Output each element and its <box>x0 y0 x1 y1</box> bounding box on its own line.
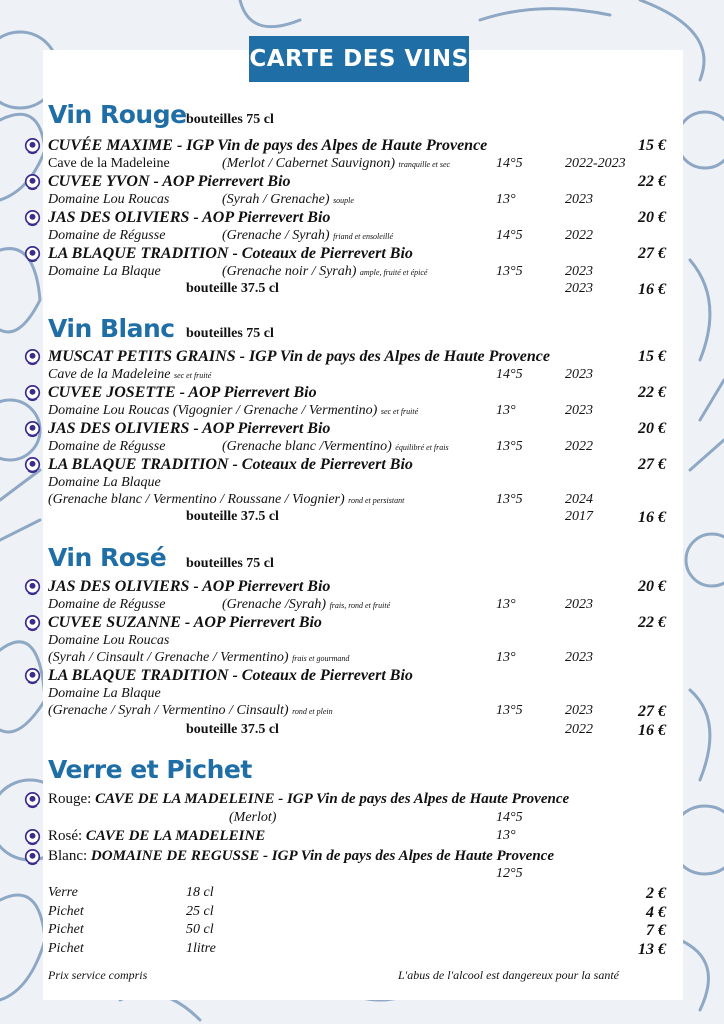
size-row <box>0 941 724 959</box>
wine-pin-icon <box>24 421 41 438</box>
half-bottle-price: 16 € <box>638 722 666 739</box>
size-row <box>0 922 724 940</box>
wine-grapes: (Syrah / Grenache) <box>222 192 330 207</box>
wine-price: 27 € <box>638 245 666 262</box>
wine-year: 2023 <box>565 703 593 718</box>
health-warning: L'abus de l'alcool est dangereux pour la santé <box>398 968 619 982</box>
wine-item <box>0 456 724 474</box>
half-bottle-year: 2022 <box>565 722 593 737</box>
pichet-degree: 14°5 <box>496 810 523 825</box>
wine-details <box>0 703 724 721</box>
wine-pin-icon <box>24 829 41 846</box>
wine-pin-icon <box>24 615 41 632</box>
wine-grapes: (Grenache blanc /Vermentino) <box>222 439 392 454</box>
wine-year: 2022 <box>565 439 593 454</box>
wine-grapes: (Grenache / Syrah / Vermentino / Cinsault) <box>48 703 289 718</box>
wine-producer: Domaine de Régusse <box>48 439 166 454</box>
size-row <box>0 904 724 922</box>
wine-degree: 13°5 <box>496 439 523 454</box>
half-bottle-label: bouteille 37.5 cl <box>186 281 279 296</box>
wine-details <box>0 650 724 668</box>
wine-grapes: (Syrah / Cinsault / Grenache / Vermentino) <box>48 650 289 665</box>
wine-description: sec et fruité <box>173 371 212 380</box>
pichet-degree: 13° <box>496 828 516 843</box>
wine-item <box>0 614 724 632</box>
wine-description: équilibré et frais <box>395 443 449 452</box>
size-volume: 25 cl <box>186 904 214 919</box>
pichet-wine-name: CAVE DE LA MADELEINE - IGP Vin de pays des Alpes de Haute Provence <box>95 791 570 807</box>
wine-name: MUSCAT PETITS GRAINS - IGP Vin de pays des Alpes de Haute Provence <box>48 348 550 365</box>
half-bottle-row <box>0 509 724 527</box>
wine-price: 22 € <box>638 614 666 631</box>
wine-pin-icon <box>24 792 41 809</box>
wine-name: CUVEE YVON - AOP Pierrevert Bio <box>48 173 291 190</box>
wine-description: frais et gourmand <box>292 654 350 663</box>
size-volume: 18 cl <box>186 885 214 900</box>
wine-producer: Domaine La Blaque <box>48 686 161 701</box>
wine-item <box>0 137 724 155</box>
wine-item <box>0 420 724 438</box>
wine-price: 20 € <box>638 578 666 595</box>
pichet-wine-name: DOMAINE DE REGUSSE - IGP Vin de pays des Alpes de Haute Provence <box>90 848 554 864</box>
wine-producer: Domaine La Blaque <box>48 475 161 490</box>
page-title: CARTE DES VINS <box>249 36 469 82</box>
size-row <box>0 885 724 903</box>
wine-details <box>0 192 724 210</box>
wine-item <box>0 348 724 366</box>
half-bottle-label: bouteille 37.5 cl <box>186 509 279 524</box>
pichet-color: Rosé: <box>48 828 83 844</box>
wine-details <box>0 403 724 421</box>
wine-degree: 13°5 <box>496 492 523 507</box>
size-label: Pichet <box>48 904 84 919</box>
size-price: 7 € <box>646 922 666 939</box>
wine-name: LA BLAQUE TRADITION - Coteaux de Pierrevert Bio <box>48 245 413 262</box>
wine-item <box>0 384 724 402</box>
wine-item <box>0 173 724 191</box>
half-bottle-year: 2023 <box>565 281 593 296</box>
wine-price: 27 € <box>638 703 666 720</box>
wine-details <box>0 264 724 282</box>
wine-grapes: (Grenache / Syrah) <box>222 228 330 243</box>
wine-grapes: (Merlot / Cabernet Sauvignon) <box>222 156 396 171</box>
wine-description: frais, rond et fruité <box>329 601 391 610</box>
wine-producer: Domaine La Blaque <box>48 264 161 279</box>
wine-producer: Domaine Lou Roucas <box>48 633 170 648</box>
wine-name: CUVÉE MAXIME - IGP Vin de pays des Alpes de Haute Provence <box>48 137 488 154</box>
wine-pin-icon <box>24 138 41 155</box>
wine-price: 15 € <box>638 348 666 365</box>
half-bottle-row <box>0 281 724 299</box>
size-label: Pichet <box>48 922 84 937</box>
service-note: Prix service compris <box>48 968 148 982</box>
wine-name: JAS DES OLIVIERS - AOP Pierrevert Bio <box>48 578 331 595</box>
wine-name: CUVEE JOSETTE - AOP Pierrevert Bio <box>48 384 317 401</box>
wine-producer: Cave de la Madeleine <box>48 156 170 171</box>
wine-pin-icon <box>24 579 41 596</box>
wine-grapes: (Grenache /Syrah) <box>222 597 327 612</box>
section-subtitle-rose: bouteilles 75 cl <box>186 556 274 571</box>
wine-producer: Domaine Lou Roucas (Vigognier / Grenache / Vermentino) <box>48 403 378 418</box>
pichet-wine-name: CAVE DE LA MADELEINE <box>85 828 266 844</box>
wine-details <box>0 439 724 457</box>
wine-year: 2023 <box>565 650 593 665</box>
wine-item <box>0 209 724 227</box>
wine-degree: 13° <box>496 650 516 665</box>
wine-degree: 13°5 <box>496 264 523 279</box>
wine-pin-icon <box>24 210 41 227</box>
wine-details <box>0 228 724 246</box>
half-bottle-label: bouteille 37.5 cl <box>186 722 279 737</box>
half-bottle-price: 16 € <box>638 509 666 526</box>
half-bottle-row <box>0 722 724 740</box>
wine-year: 2023 <box>565 192 593 207</box>
wine-name: CUVEE SUZANNE - AOP Pierrevert Bio <box>48 614 322 631</box>
pichet-grapes: (Merlot) <box>229 810 277 825</box>
wine-item <box>0 578 724 596</box>
wine-pin-icon <box>24 849 41 866</box>
section-title-blanc: Vin Blanc <box>48 314 175 343</box>
wine-producer: Domaine de Régusse <box>48 228 166 243</box>
size-volume: 1litre <box>186 941 216 956</box>
wine-price: 20 € <box>638 420 666 437</box>
wine-producer: Cave de la Madeleine <box>48 367 171 382</box>
wine-name: LA BLAQUE TRADITION - Coteaux de Pierrevert Bio <box>48 667 413 684</box>
wine-pin-icon <box>24 174 41 191</box>
size-price: 2 € <box>646 885 666 902</box>
half-bottle-price: 16 € <box>638 281 666 298</box>
wine-details <box>0 633 724 651</box>
wine-details <box>0 475 724 493</box>
pichet-color: Blanc: <box>48 848 88 864</box>
wine-description: rond et plein <box>292 707 333 716</box>
wine-price: 22 € <box>638 173 666 190</box>
wine-degree: 14°5 <box>496 228 523 243</box>
size-label: Pichet <box>48 941 84 956</box>
wine-item <box>0 245 724 263</box>
wine-pin-icon <box>24 246 41 263</box>
wine-pin-icon <box>24 457 41 474</box>
pichet-details <box>0 866 724 884</box>
wine-description: tranquille et sec <box>398 160 451 169</box>
wine-name: LA BLAQUE TRADITION - Coteaux de Pierrevert Bio <box>48 456 413 473</box>
size-volume: 50 cl <box>186 922 214 937</box>
wine-price: 27 € <box>638 456 666 473</box>
wine-year: 2024 <box>565 492 593 507</box>
wine-year: 2022 <box>565 228 593 243</box>
wine-grapes: (Grenache noir / Syrah) <box>222 264 357 279</box>
half-bottle-year: 2017 <box>565 509 593 524</box>
wine-details <box>0 686 724 704</box>
wine-pin-icon <box>24 349 41 366</box>
wine-description: friand et ensoleillé <box>333 232 394 241</box>
wine-price: 22 € <box>638 384 666 401</box>
pichet-color: Rouge: <box>48 791 92 807</box>
wine-pin-icon <box>24 385 41 402</box>
wine-year: 2023 <box>565 403 593 418</box>
size-price: 4 € <box>646 904 666 921</box>
wine-degree: 13° <box>496 403 516 418</box>
pichet-item <box>0 848 724 866</box>
section-subtitle-blanc: bouteilles 75 cl <box>186 326 274 341</box>
pichet-degree: 12°5 <box>496 866 523 881</box>
pichet-item <box>0 828 724 846</box>
wine-description: ample, fruité et épicé <box>359 268 428 277</box>
wine-price: 20 € <box>638 209 666 226</box>
wine-name: JAS DES OLIVIERS - AOP Pierrevert Bio <box>48 420 331 437</box>
wine-item <box>0 667 724 685</box>
wine-price: 15 € <box>638 137 666 154</box>
wine-grapes: (Grenache blanc / Vermentino / Roussane / Viognier) <box>48 492 345 507</box>
wine-year: 2023 <box>565 597 593 612</box>
wine-description: rond et persistant <box>348 496 405 505</box>
wine-producer: Domaine Lou Roucas <box>48 192 170 207</box>
wine-year: 2023 <box>565 367 593 382</box>
section-title-pichet: Verre et Pichet <box>48 755 252 784</box>
pichet-item <box>0 791 724 809</box>
size-price: 13 € <box>638 941 666 958</box>
wine-name: JAS DES OLIVIERS - AOP Pierrevert Bio <box>48 209 331 226</box>
wine-producer: Domaine de Régusse <box>48 597 166 612</box>
wine-details <box>0 367 724 385</box>
wine-details <box>0 492 724 510</box>
wine-details <box>0 156 724 174</box>
wine-degree: 13° <box>496 597 516 612</box>
section-title-rouge: Vin Rouge <box>48 100 187 129</box>
wine-details <box>0 597 724 615</box>
size-label: Verre <box>48 885 78 900</box>
wine-year: 2023 <box>565 264 593 279</box>
section-subtitle-rouge: bouteilles 75 cl <box>186 112 274 127</box>
wine-degree: 13°5 <box>496 703 523 718</box>
wine-pin-icon <box>24 668 41 685</box>
wine-degree: 14°5 <box>496 156 523 171</box>
pichet-details <box>0 810 724 828</box>
wine-degree: 13° <box>496 192 516 207</box>
wine-year: 2022-2023 <box>565 156 626 171</box>
wine-degree: 14°5 <box>496 367 523 382</box>
section-title-rose: Vin Rosé <box>48 543 167 572</box>
wine-description: sec et fruité <box>380 407 419 416</box>
wine-description: souple <box>333 196 354 205</box>
